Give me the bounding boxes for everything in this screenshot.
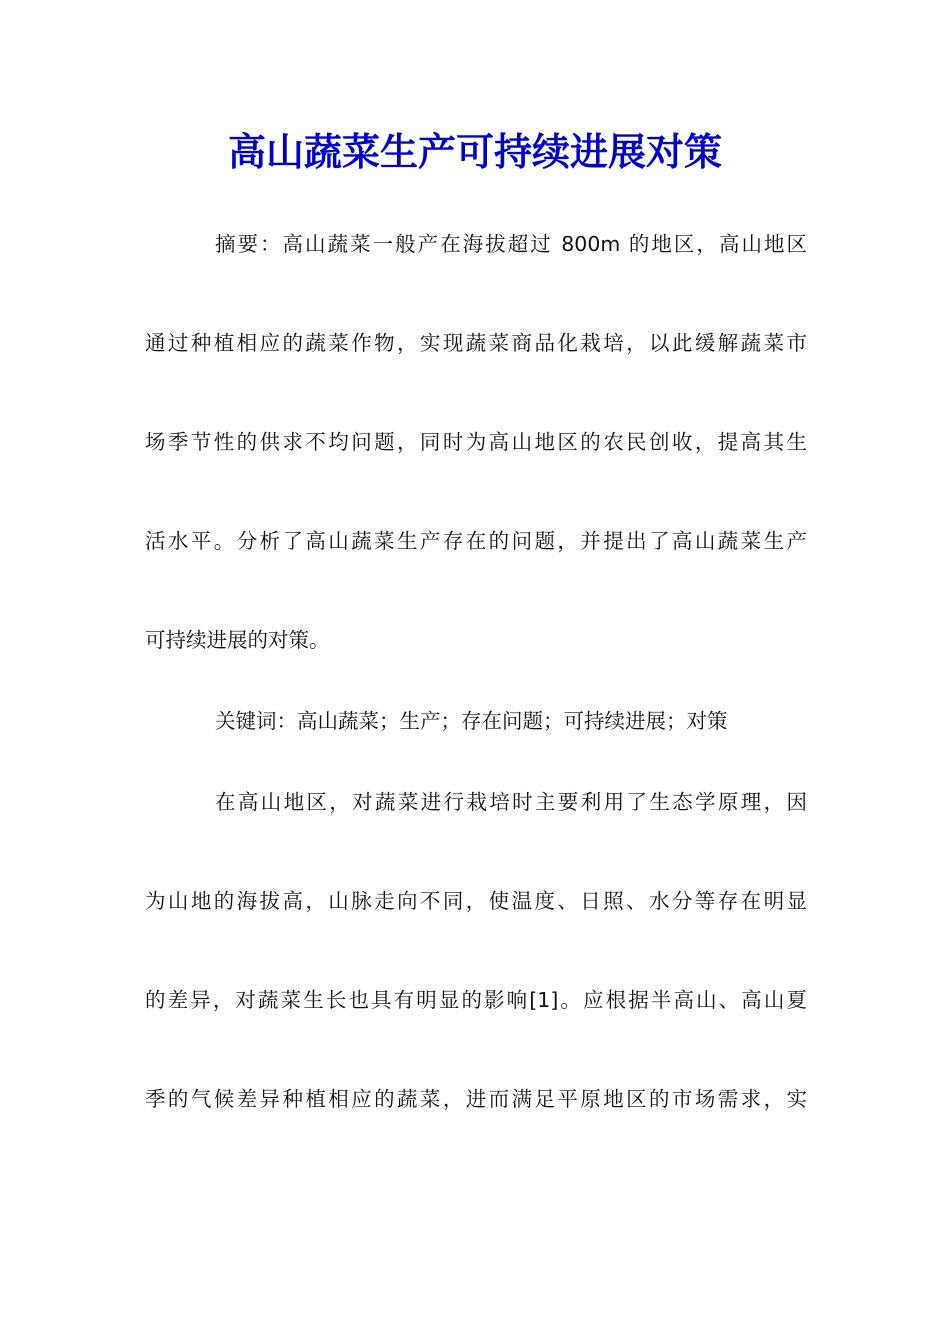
abstract-line: 通过种植相应的蔬菜作物，实现蔬菜商品化栽培，以此缓解蔬菜市 bbox=[145, 331, 807, 355]
body-line: 的差异，对蔬菜生长也具有明显的影响[1]。应根据半高山、高山夏 bbox=[145, 988, 807, 1012]
abstract-line: 可持续进展的对策。 bbox=[145, 628, 330, 652]
abstract-line: 场季节性的供求不均问题，同时为高山地区的农民创收，提高其生 bbox=[145, 430, 807, 454]
document-title: 高山蔬菜生产可持续进展对策 bbox=[227, 129, 722, 174]
abstract-line: 活水平。分析了高山蔬菜生产存在的问题，并提出了高山蔬菜生产 bbox=[145, 529, 807, 553]
keywords-line: 关键词：高山蔬菜；生产；存在问题；可持续进展；对策 bbox=[215, 709, 728, 733]
body-line: 在高山地区，对蔬菜进行栽培时主要利用了生态学原理，因 bbox=[215, 790, 807, 814]
abstract-line: 摘要：高山蔬菜一般产在海拔超过 800m 的地区，高山地区 bbox=[215, 232, 807, 256]
body-line: 为山地的海拔高，山脉走向不同，使温度、日照、水分等存在明显 bbox=[145, 889, 807, 913]
body-line: 季的气候差异种植相应的蔬菜，进而满足平原地区的市场需求，实 bbox=[145, 1087, 807, 1111]
